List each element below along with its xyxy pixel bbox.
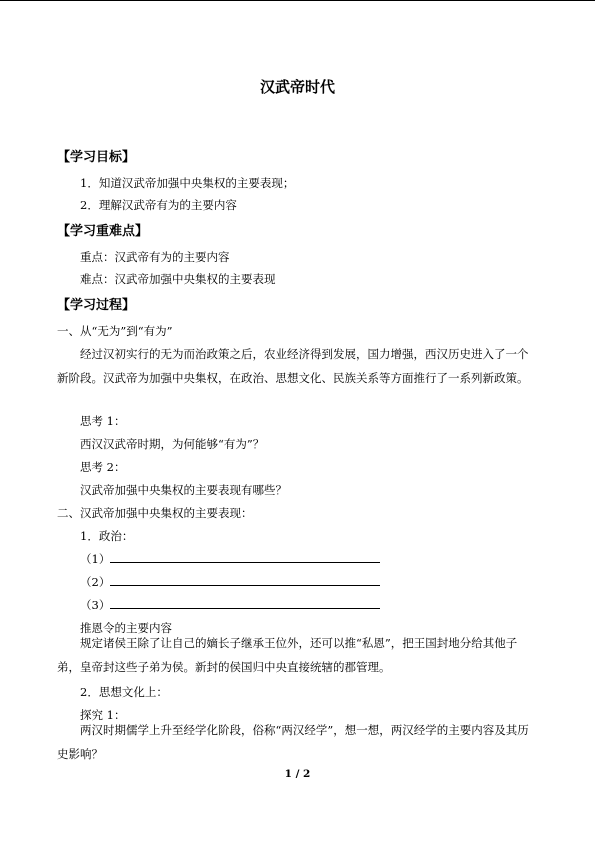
tuien-paragraph: 规定诸侯王除了让自己的嫡长子继承王位外，还可以推“私恩”，把王国封地分给其他子弟，皇帝封这些子弟为侯。新封的侯国归中央直接统辖的郡管理。 [57, 636, 518, 674]
section1-title: 一、从“无为”到“有为” [57, 324, 173, 338]
blank-line-2[interactable] [110, 574, 380, 586]
tuien-title: 推恩令的主要内容 [80, 621, 172, 635]
key-point-difficulty: 难点：汉武帝加强中央集权的主要表现 [80, 272, 276, 286]
key-points-heading: 【学习重难点】 [57, 224, 149, 239]
page-number: 1 / 2 [284, 768, 311, 780]
objective-item-1: 1．知道汉武帝加强中央集权的主要表现； [80, 176, 295, 190]
fill-blank-3[interactable] [80, 597, 380, 613]
think2-label: 思考 2： [80, 460, 126, 474]
key-point-focus: 重点：汉武帝有为的主要内容 [80, 250, 230, 264]
blank-line-3[interactable] [110, 597, 380, 609]
blank-number-2: （2） [80, 575, 111, 589]
think2-question: 汉武帝加强中央集权的主要表现有哪些？ [80, 483, 287, 497]
process-heading: 【学习过程】 [57, 298, 136, 313]
think1-question: 西汉汉武帝时期，为何能够“有为”？ [80, 437, 265, 451]
section1-paragraph: 经过汉初实行的无为而治政策之后，农业经济得到发展，国力增强，西汉历史进入了一个新阶段。汉武帝为加强中央集权，在政治、思想文化、民族关系等方面推行了一系列新政策。 [57, 347, 529, 385]
fill-blank-1[interactable] [80, 551, 380, 567]
blank-line-1[interactable] [110, 551, 380, 563]
think1-label: 思考 1： [80, 414, 126, 428]
page-title: 汉武帝时代 [259, 78, 335, 96]
explore1-label: 探究 1： [80, 708, 126, 722]
politics-label: 1．政治： [80, 529, 134, 543]
blank-number-3: （3） [80, 598, 111, 612]
thought-culture-label: 2．思想文化上： [80, 685, 168, 699]
top-border-line [0, 0, 595, 1]
blank-number-1: （1） [80, 552, 111, 566]
section2-title: 二、汉武帝加强中央集权的主要表现： [57, 506, 253, 520]
explore1-paragraph: 两汉时期儒学上升至经学化阶段，俗称“两汉经学”，想一想，两汉经学的主要内容及其历史影响？ [57, 723, 529, 761]
fill-blank-2[interactable] [80, 574, 380, 590]
objectives-heading: 【学习目标】 [57, 150, 136, 165]
objective-item-2: 2．理解汉武帝有为的主要内容 [80, 198, 237, 212]
